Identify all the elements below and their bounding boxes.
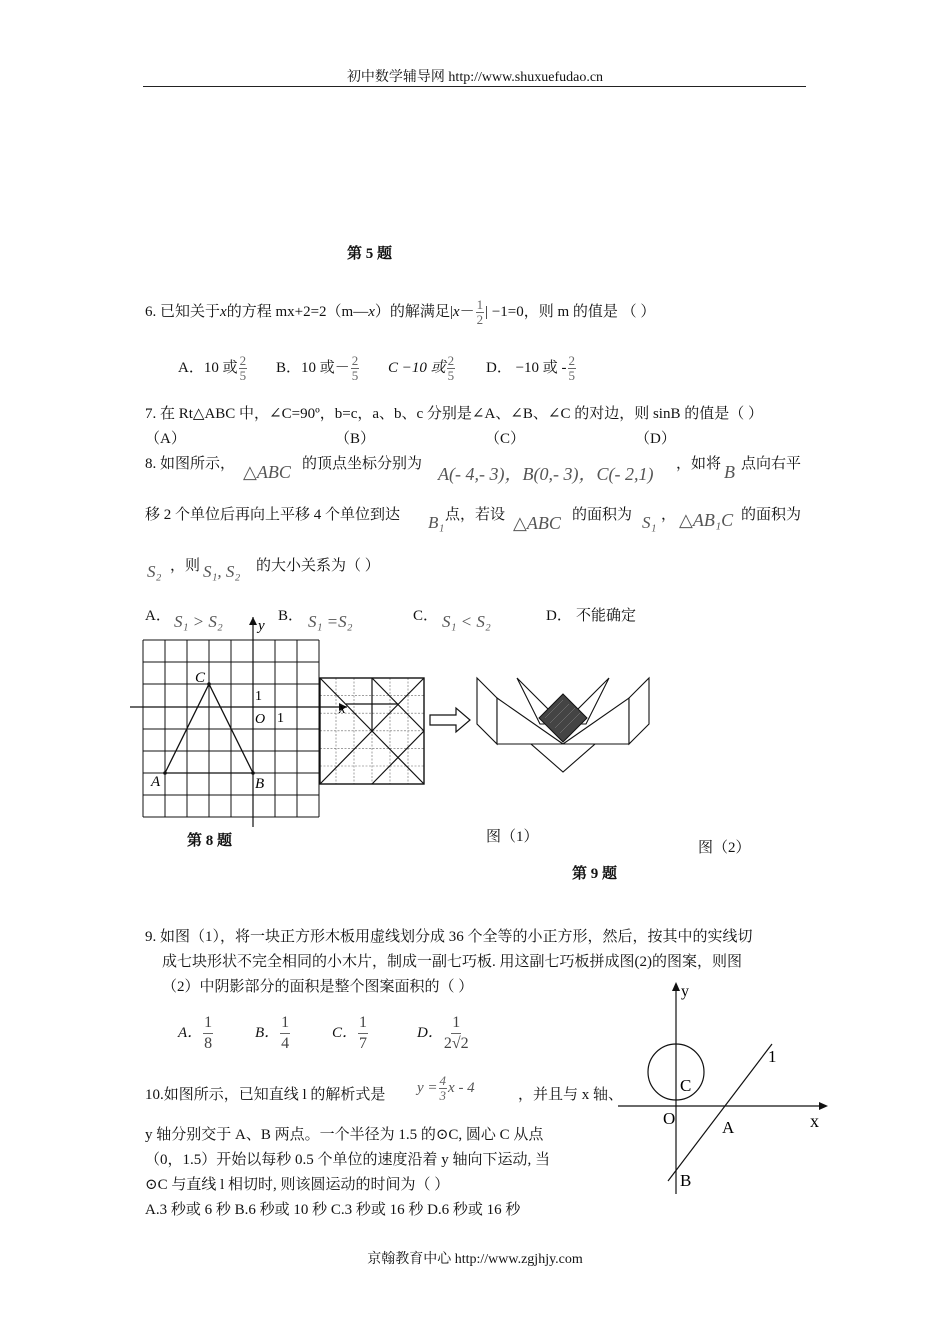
q10-fig-a-label: A [722, 1118, 735, 1137]
q8-line-2d: ， [661, 507, 677, 523]
q8-s1-s2: S₁, S₂ [203, 562, 241, 581]
q8-line-2c: 的面积为 [572, 507, 633, 523]
q8-point-b: B [724, 462, 735, 482]
q8-line-1d: 点向右平 [741, 456, 802, 472]
q8-fig-y-label: y [258, 618, 265, 634]
q10-line-l [668, 1044, 772, 1181]
q6-option-a: A．10 或 $\frac{2}{5}$ [178, 353, 247, 383]
q6-line: 6. 已知关于x的方程 mx+2=2（m—x）的解满足|x－ $\frac{1}{2}$ | −1=0，则 m 的值是 （ ） [145, 297, 656, 327]
q9-figure-1-board [318, 676, 428, 788]
q5-caption: 第 5 题 [347, 246, 393, 262]
q10-fig-l-label: 1 [768, 1047, 777, 1066]
q9-option-c: C． $\frac{1}{7}$ [332, 1014, 368, 1052]
q8-fig-b-label: B [255, 776, 265, 792]
q7-option-d: （D） [635, 431, 676, 447]
q8-fig-c-label: C [195, 670, 206, 686]
q9-caption: 第 9 题 [572, 866, 618, 882]
q6-half-fraction: $\frac{1}{2}$ [476, 297, 484, 327]
q6-option-b: B．10 或－ $\frac{2}{5}$ [276, 353, 359, 383]
q8-option-b-expr: S₁ =S₂ [308, 612, 353, 631]
q10-fig-y-label: y [681, 983, 689, 1000]
q7-line: 7. 在 Rt△ABC 中，∠C=90º，b=c，a、b、c 分别是∠A、∠B、∠C 的对边，则 sinB 的值是（ ） [145, 406, 763, 422]
q10-options: A.3 秒或 6 秒 B.6 秒或 10 秒 C.3 秒或 16 秒 D.6 秒或 16 秒 [145, 1202, 521, 1218]
q8-grid-figure [125, 612, 350, 832]
q9-line-2: 成七块形状不完全相同的小木片，制成一副七巧板. 用这副七巧板拼成图(2)的图案，则图 [162, 954, 742, 970]
q8-option-b-label: B． [278, 608, 304, 624]
q7-option-c: （C） [485, 431, 526, 447]
q9-option-d: D． $\frac{1}{2√2}$ [417, 1014, 469, 1052]
q7-option-a: （A） [145, 431, 186, 447]
q8-line-2a: 移 2 个单位后再向上平移 4 个单位到达 [145, 507, 401, 523]
q10-equation: y = $\frac{4}{3}$ x - 4 [417, 1073, 475, 1103]
q8-s2: S₂ [147, 562, 162, 581]
q8-fig-one-x: 1 [277, 711, 284, 726]
q10-line-4: ⊙C 与直线 l 相切时, 则该圆运动的时间为（ ） [145, 1177, 450, 1193]
q10-fig-c-label: C [680, 1076, 692, 1095]
q8-line-3b: ，则 [170, 558, 201, 574]
q8-s1: S₁ [642, 513, 657, 532]
q8-fig-origin: O [255, 712, 266, 727]
q9-line-1: 9. 如图（1），将一块正方形木板用虚线划分成 36 个全等的小正方形，然后，按其中的实线切 [145, 929, 753, 945]
q8-line-1: 8. 如图所示， [145, 456, 236, 472]
q8-line-2b: 点，若设 [445, 507, 506, 523]
q10-fig-origin: O [663, 1109, 676, 1128]
q10-line-2: y 轴分别交于 A、B 两点。一个半径为 1.5 的⊙C, 圆心 C 从点 [145, 1127, 544, 1143]
q8-triangle-2: △ABC [513, 513, 561, 533]
q6-option-d: D． −10 或 - $\frac{2}{5}$ [486, 353, 576, 383]
q9-figure-2-tangram [470, 670, 656, 775]
q8-line-2e: 的面积为 [741, 507, 802, 523]
q8-option-d-text: 不能确定 [576, 608, 637, 624]
q10-fig-b-label: B [680, 1171, 692, 1190]
q8-b1: B₁ [428, 513, 445, 532]
q10-line-3: （0，1.5）开始以每秒 0.5 个单位的速度沿着 y 轴向下运动, 当 [145, 1152, 551, 1168]
q8-option-a-expr: S₁ > S₂ [174, 612, 223, 631]
q8-fig-a-label: A [151, 774, 161, 790]
q8-coords: A(- 4,- 3)，B(0,- 3)，C(- 2,1) [438, 464, 654, 484]
q6-option-c: C −10 或 $\frac{2}{5}$ [388, 353, 455, 383]
q8-fig-x-label: x [339, 701, 346, 717]
q10-fig-x-label: x [810, 1111, 819, 1131]
q10-line-1: 10.如图所示，已知直线 l 的解析式是 [145, 1087, 386, 1103]
q8-triangle-label: △ABC [243, 462, 291, 482]
q8-line-1b: 的顶点坐标分别为 [302, 456, 423, 472]
q8-fig-one-y: 1 [255, 689, 262, 704]
q8-option-d-label: D． [546, 608, 572, 624]
q8-triangle-3: △AB₁C [679, 510, 734, 530]
q9-option-b: B． $\frac{1}{4}$ [255, 1014, 290, 1052]
q7-option-b: （B） [335, 431, 376, 447]
q9-option-a: A． $\frac{1}{8}$ [178, 1014, 213, 1052]
q10-line-1b: ，并且与 x 轴、 [518, 1087, 624, 1103]
q8-caption: 第 8 题 [187, 833, 233, 849]
page-header: 初中数学辅导网 http://www.shuxuefudao.cn [346, 70, 604, 85]
q8-option-c-label: C． [413, 608, 439, 624]
q10-figure [610, 976, 840, 1201]
q8-option-c-expr: S₁ < S₂ [442, 612, 491, 631]
q8-line-1c: ，如将 [676, 456, 722, 472]
q8-option-a-label: A． [145, 608, 171, 624]
q8-line-3d: 的大小关系为（ ） [256, 558, 380, 574]
page-footer: 京翰教育中心 http://www.zgjhjy.com [367, 1252, 583, 1267]
q9-arrow-icon [428, 706, 472, 734]
q9-line-3: （2）中阴影部分的面积是整个图案面积的（ ） [162, 979, 474, 995]
header-rule [143, 86, 806, 87]
q9-figure-2-caption: 图（2） [698, 840, 751, 856]
q9-figure-1-caption: 图（1） [486, 829, 539, 845]
